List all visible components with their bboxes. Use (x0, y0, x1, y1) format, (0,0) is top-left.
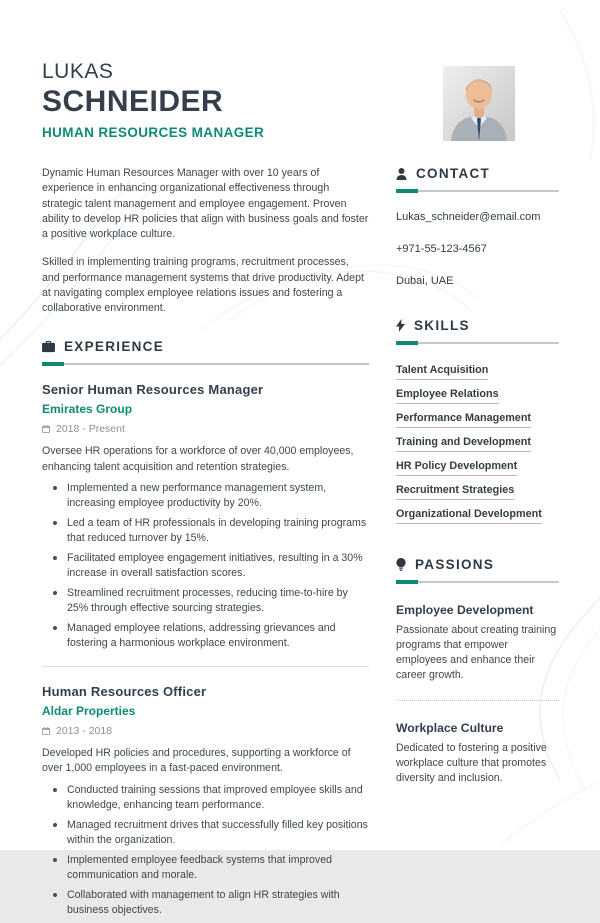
first-name: LUKAS (42, 60, 114, 83)
skills-section-title: SKILLS (414, 318, 470, 333)
job-bullet: Implemented a new performance management system, increasing employee productivity by 20%. (42, 481, 369, 511)
job-bullet: Managed employee relations, addressing grievances and fostering a harmonious workplace environment. (42, 621, 369, 651)
job-summary: Oversee HR operations for a workforce of over 40,000 employees, enhancing talent acquisition and retention strategies. (42, 445, 354, 473)
contact-location: Dubai, UAE (396, 275, 454, 287)
person-icon (396, 168, 407, 180)
experience-section-title: EXPERIENCE (64, 339, 165, 355)
skill-item: Recruitment Strategies (396, 484, 514, 500)
job-bullet: Streamlined recruitment processes, reducing time-to-hire by 25% through effective sourcing strategies. (42, 586, 369, 616)
passion-text: Dedicated to fostering a positive workplace culture that promotes diversity and inclusion. (396, 742, 547, 785)
last-name: SCHNEIDER (42, 85, 224, 118)
job-company: Aldar Properties (42, 704, 136, 719)
section-rule (396, 190, 559, 192)
contact-header (396, 166, 559, 181)
job-entry (42, 684, 369, 918)
skills-section (396, 318, 559, 524)
job-company: Emirates Group (42, 402, 133, 417)
job-title: Senior Human Resources Manager (42, 382, 264, 398)
passion-entry (396, 721, 559, 786)
skill-item: Employee Relations (396, 388, 499, 404)
main-column (42, 166, 369, 923)
section-rule (42, 363, 369, 365)
job-title: Human Resources Officer (42, 684, 207, 700)
passions-header (396, 557, 559, 572)
skill-item: Performance Management (396, 412, 531, 428)
headline-job-title: HUMAN RESOURCES MANAGER (42, 125, 265, 140)
job-bullet: Collaborated with management to align HR strategies with business objectives. (42, 888, 369, 918)
lightbulb-icon (396, 558, 406, 571)
passion-entry (396, 603, 559, 683)
experience-section (42, 339, 369, 918)
experience-header (42, 339, 369, 354)
contact-email: Lukas_schneider@email.com (396, 211, 541, 223)
summary-paragraph: Skilled in implementing training programs, recruitment processes, and performance management systems that drive productivity. Adept at navigating complex employee relations issues and fostering a collaborative environment. (42, 256, 364, 314)
lightning-icon (396, 319, 405, 332)
passion-title: Employee Development (396, 603, 534, 617)
skill-item: HR Policy Development (396, 460, 517, 476)
calendar-icon (42, 425, 50, 433)
passions-section-title: PASSIONS (415, 557, 495, 572)
contact-list (396, 211, 559, 287)
profile-photo (443, 66, 515, 141)
job-dates (42, 725, 369, 737)
job-bullet: Conducted training sessions that improved employee skills and knowledge, enhancing team performance. (42, 783, 369, 813)
calendar-icon (42, 727, 50, 735)
skill-item: Organizational Development (396, 508, 542, 524)
job-bullet: Led a team of HR professionals in developing training programs that reduced turnover by 15%. (42, 516, 369, 546)
contact-section (396, 166, 559, 287)
job-summary: Developed HR policies and procedures, supporting a workforce of over 1,000 employees in a fast-paced environment. (42, 747, 351, 775)
job-bullet: Managed recruitment drives that successfully filled key positions within the organization. (42, 818, 369, 848)
skill-item: Talent Acquisition (396, 364, 488, 380)
passion-title: Workplace Culture (396, 721, 504, 736)
skills-header (396, 318, 559, 333)
job-dates-text: 2013 - 2018 (56, 725, 113, 738)
job-bullet: Facilitated employee engagement initiatives, resulting in a 30% increase in overall satisfaction scores. (42, 551, 369, 581)
job-divider (42, 666, 369, 667)
contact-phone: +971-55-123-4567 (396, 243, 487, 255)
section-rule (396, 581, 559, 583)
contact-section-title: CONTACT (416, 166, 491, 181)
job-bullet-list (42, 481, 369, 651)
section-rule (396, 342, 559, 344)
skill-list (396, 364, 559, 524)
profile-photo-illustration (443, 66, 515, 141)
briefcase-icon (42, 341, 55, 353)
header (42, 60, 382, 140)
job-dates (42, 423, 369, 435)
job-bullet-list (42, 783, 369, 918)
passion-text: Passionate about creating training programs that empower employees and enhance their career growth. (396, 624, 557, 682)
job-entry (42, 382, 369, 651)
skill-item: Training and Development (396, 436, 531, 452)
sidebar (396, 166, 559, 786)
summary (42, 166, 369, 316)
summary-paragraph: Dynamic Human Resources Manager with over 10 years of experience in enhancing organizational effectiveness through strategic talent management and employee engagement. Proven ability to develop HR policies that align with business goals and foster a positive workplace culture. (42, 167, 369, 240)
passions-section (396, 557, 559, 786)
job-dates-text: 2018 - Present (56, 423, 125, 436)
passion-divider (396, 700, 559, 701)
job-bullet: Implemented employee feedback systems that improved communication and morale. (42, 853, 369, 883)
